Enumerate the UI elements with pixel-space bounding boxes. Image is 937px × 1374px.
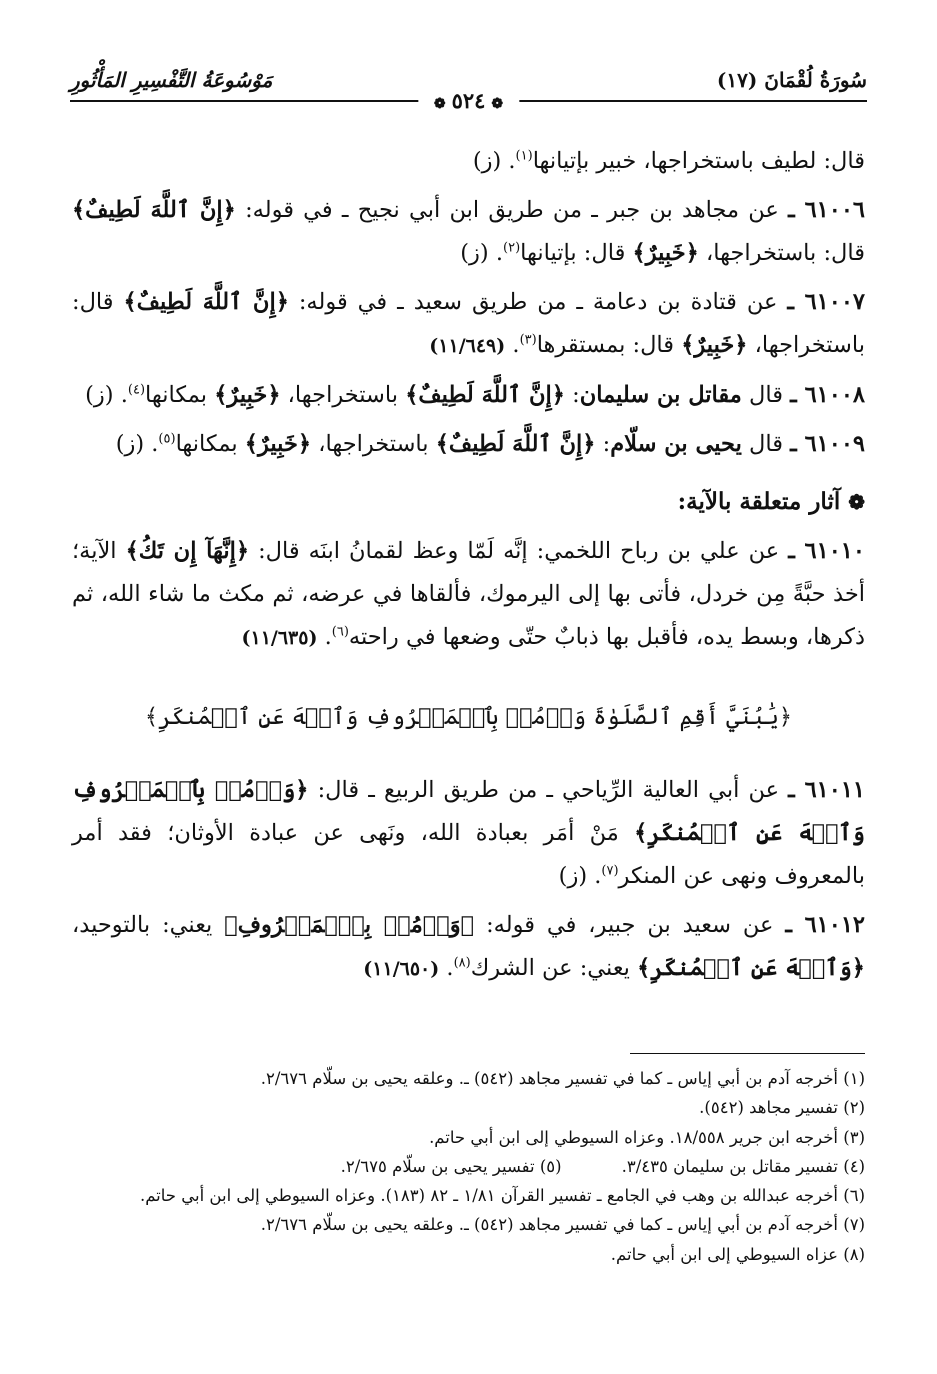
text: : <box>572 382 580 408</box>
text: يعني: عن الشرك <box>470 955 630 981</box>
text: قال <box>749 431 783 457</box>
text: يعني: بالتوحيد، <box>72 912 213 938</box>
footnote-ref: (١) <box>515 148 533 164</box>
text: . (ز) <box>115 431 159 457</box>
athar-61011 <box>72 769 865 898</box>
text: : <box>602 431 611 457</box>
footnote-ref: (٥) <box>158 431 176 447</box>
quran-quote: ﴿خَبِيرٌ﴾ <box>681 332 748 358</box>
footnote-3: (٣) أخرجه ابن جرير ١٨/٥٥٨. وعزاه السيوطي إلى ابن أبي حاتم. <box>429 1127 865 1147</box>
quran-quote: ﴿خَبِيرٌ﴾ <box>214 382 281 408</box>
text: عن أبي العالية الرِّياحي ـ من طريق الربيع ـ قال: <box>317 777 780 803</box>
athar-61008 <box>72 374 865 417</box>
text: باستخراجها، <box>318 431 429 457</box>
footnote-ref: (٢) <box>503 240 521 256</box>
footnote-ref: (٨) <box>453 955 471 971</box>
athar-61007 <box>72 281 865 368</box>
footnote-2: (٢) تفسير مجاهد (٥٤٢). <box>699 1098 865 1118</box>
footnote-ref: (٧) <box>601 863 619 879</box>
surah-title: سُورَةُ لُقْمَانَ (١٧) <box>716 68 867 92</box>
section-heading <box>72 480 865 524</box>
ornament-left-icon: ❁ <box>433 96 446 112</box>
quran-quote: ﴿إِنَّ ٱللَّهَ لَطِيفٌ﴾ <box>123 289 289 315</box>
text: قال: لطيف باستخراجها، خبير بإتيانها <box>532 148 865 174</box>
flower-icon: ❁ <box>848 490 865 514</box>
athar-number: ٦١٠١٠ ـ <box>788 538 865 564</box>
running-header <box>70 66 867 113</box>
footnote-ref: (٤) <box>127 382 146 398</box>
footnote-7: (٧) أخرجه آدم بن أبي إياس ـ كما في تفسير مجاهد (٥٤٢) ـ. وعلقه يحيى بن سلّام ٢/٦٧٦. <box>260 1215 865 1235</box>
athar-number: ٦١٠٠٨ ـ <box>790 382 865 408</box>
footnote-6: (٦) أخرجه عبدالله بن وهب في الجامع ـ تفسير القرآن ١/٨١ ـ ٨٢ (١٨٣). وعزاه السيوطي إلى ابن أبي حاتم. <box>139 1186 865 1206</box>
section-title: آثار متعلقة بالآية: <box>677 488 841 515</box>
athar-number: ٦١٠٠٩ ـ <box>790 431 865 457</box>
ornament-right-icon: ❁ <box>491 96 504 112</box>
text: . (ز) <box>472 148 516 174</box>
footnote-ref: (٣) <box>519 332 537 348</box>
text: مَنْ أمَر بعبادة الله، ونَهى عن عبادة الأوثان؛ فقد أمر بالمعروف ونهى عن المنكر <box>72 820 865 889</box>
quran-quote: ﴿إِنَّ ٱللَّهَ لَطِيفٌ﴾ <box>435 431 596 457</box>
athar-number: ٦١٠٠٧ ـ <box>787 289 866 315</box>
text: قال: باستخراجها، <box>705 240 865 266</box>
quran-quote: ﴿إِنَّ ٱللَّهَ لَطِيفٌ﴾ <box>72 197 236 223</box>
page-number: ٥٢٤ <box>451 88 486 113</box>
page-number-box <box>418 88 519 113</box>
athar-number: ٦١٠١١ ـ <box>788 777 865 803</box>
quran-quote: ﴿وَأۡمُرۡ بِٱلۡمَعۡرُوفِ﴾ <box>224 912 475 938</box>
athar-number: ٦١٠١٢ ـ <box>785 912 865 938</box>
athar-number: ٦١٠٠٦ ـ <box>788 197 865 223</box>
book-title: مَوْسُوعَةُ التَّفْسِيرِ المَأْثُورِ <box>70 68 273 92</box>
main-text <box>72 140 865 997</box>
text: . (ز) <box>85 382 128 408</box>
paragraph-continuation <box>72 140 865 183</box>
text: بمكانها <box>145 382 208 408</box>
athar-61006 <box>72 189 865 275</box>
quran-quote: ﴿إِنَّ ٱللَّهَ لَطِيفٌ﴾ <box>405 382 565 408</box>
volume-page-ref: (١١/٦٥٠) <box>363 958 440 980</box>
text: باستخراجها، <box>287 382 399 408</box>
quran-quote: ﴿وَٱنۡهَ عَنِ ٱلۡمُنكَرِ﴾ <box>637 955 865 981</box>
text: عن قتادة بن دعامة ـ من طريق سعيد ـ في قوله: <box>298 289 778 315</box>
narrator-name: يحيى بن سلّام <box>610 431 742 457</box>
text: عن علي بن رباح اللخمي: إنَّه لَمّا وعظ لقمانُ ابنَه قال: <box>258 538 780 564</box>
text: قال: بإتيانها <box>520 240 626 266</box>
athar-61012 <box>72 904 865 991</box>
text: قال: باستخراجها، <box>72 289 865 358</box>
footnote-1: (١) أخرجه آدم بن أبي إياس ـ كما في تفسير مجاهد (٥٤٢) ـ. وعلقه يحيى بن سلّام ٢/٦٧٦. <box>260 1069 865 1088</box>
volume-page-ref: (١١/٦٤٩) <box>429 335 506 357</box>
volume-page-ref: (١١/٦٣٥) <box>241 627 318 649</box>
narrator-name: مقاتل بن سليمان <box>579 382 742 408</box>
quran-quote: ﴿خَبِيرٌ﴾ <box>632 240 699 266</box>
text: قال: بمستقرها <box>536 332 675 358</box>
footnote-row <box>72 1152 865 1181</box>
text: . <box>324 624 332 650</box>
text: عن سعيد بن جبير، في قوله: <box>486 912 774 938</box>
text: . <box>512 332 520 358</box>
footnote-separator <box>630 1053 865 1054</box>
text: قال <box>749 382 783 408</box>
text: بمكانها <box>175 431 238 457</box>
verse-heading: ﴿يَٰبُنَيَّ أَقِمِ ٱلصَّلَوٰةَ وَأۡمُرۡ بِٱلۡمَعۡرُوفِ وَٱنۡهَ عَنِ ٱلۡمُنكَرِ﴾ <box>144 704 793 730</box>
quran-quote: ﴿خَبِيرٌ﴾ <box>244 431 312 457</box>
athar-61010 <box>72 530 865 660</box>
athar-61009 <box>72 423 865 466</box>
quran-quote: ﴿وَأۡمُرۡ بِٱلۡمَعۡرُوفِ وَٱنۡهَ عَنِ ٱلۡمُنكَرِ﴾ <box>72 777 865 846</box>
footnote-5: (٥) تفسير يحيى بن سلّام ٢/٦٧٥. <box>340 1156 562 1176</box>
footnote-8: (٨) عزاه السيوطي إلى ابن أبي حاتم. <box>610 1244 865 1264</box>
text: . <box>446 955 454 981</box>
footnote-4: (٤) تفسير مقاتل بن سليمان ٣/٤٣٥. <box>621 1156 865 1176</box>
footnote-ref: (٦) <box>331 624 349 640</box>
text: . (ز) <box>558 863 602 889</box>
text: عن مجاهد بن جبر ـ من طريق ابن أبي نجيح ـ في قوله: <box>245 197 779 223</box>
text: . (ز) <box>460 240 503 266</box>
quran-quote: ﴿إِنَّهَآ إِن تَكُ﴾ <box>125 538 250 564</box>
footnotes <box>72 1064 865 1269</box>
text: الآية؛ أخذ حبَّةً مِن خردل، فأتى بها إلى اليرموك، فألقاها في عرضه، ثم مكث ما شاء الله، ثم ذكرها، وبسط يده، فأقبل بها ذبابٌ حتّى وضعها في راحته <box>72 538 865 650</box>
